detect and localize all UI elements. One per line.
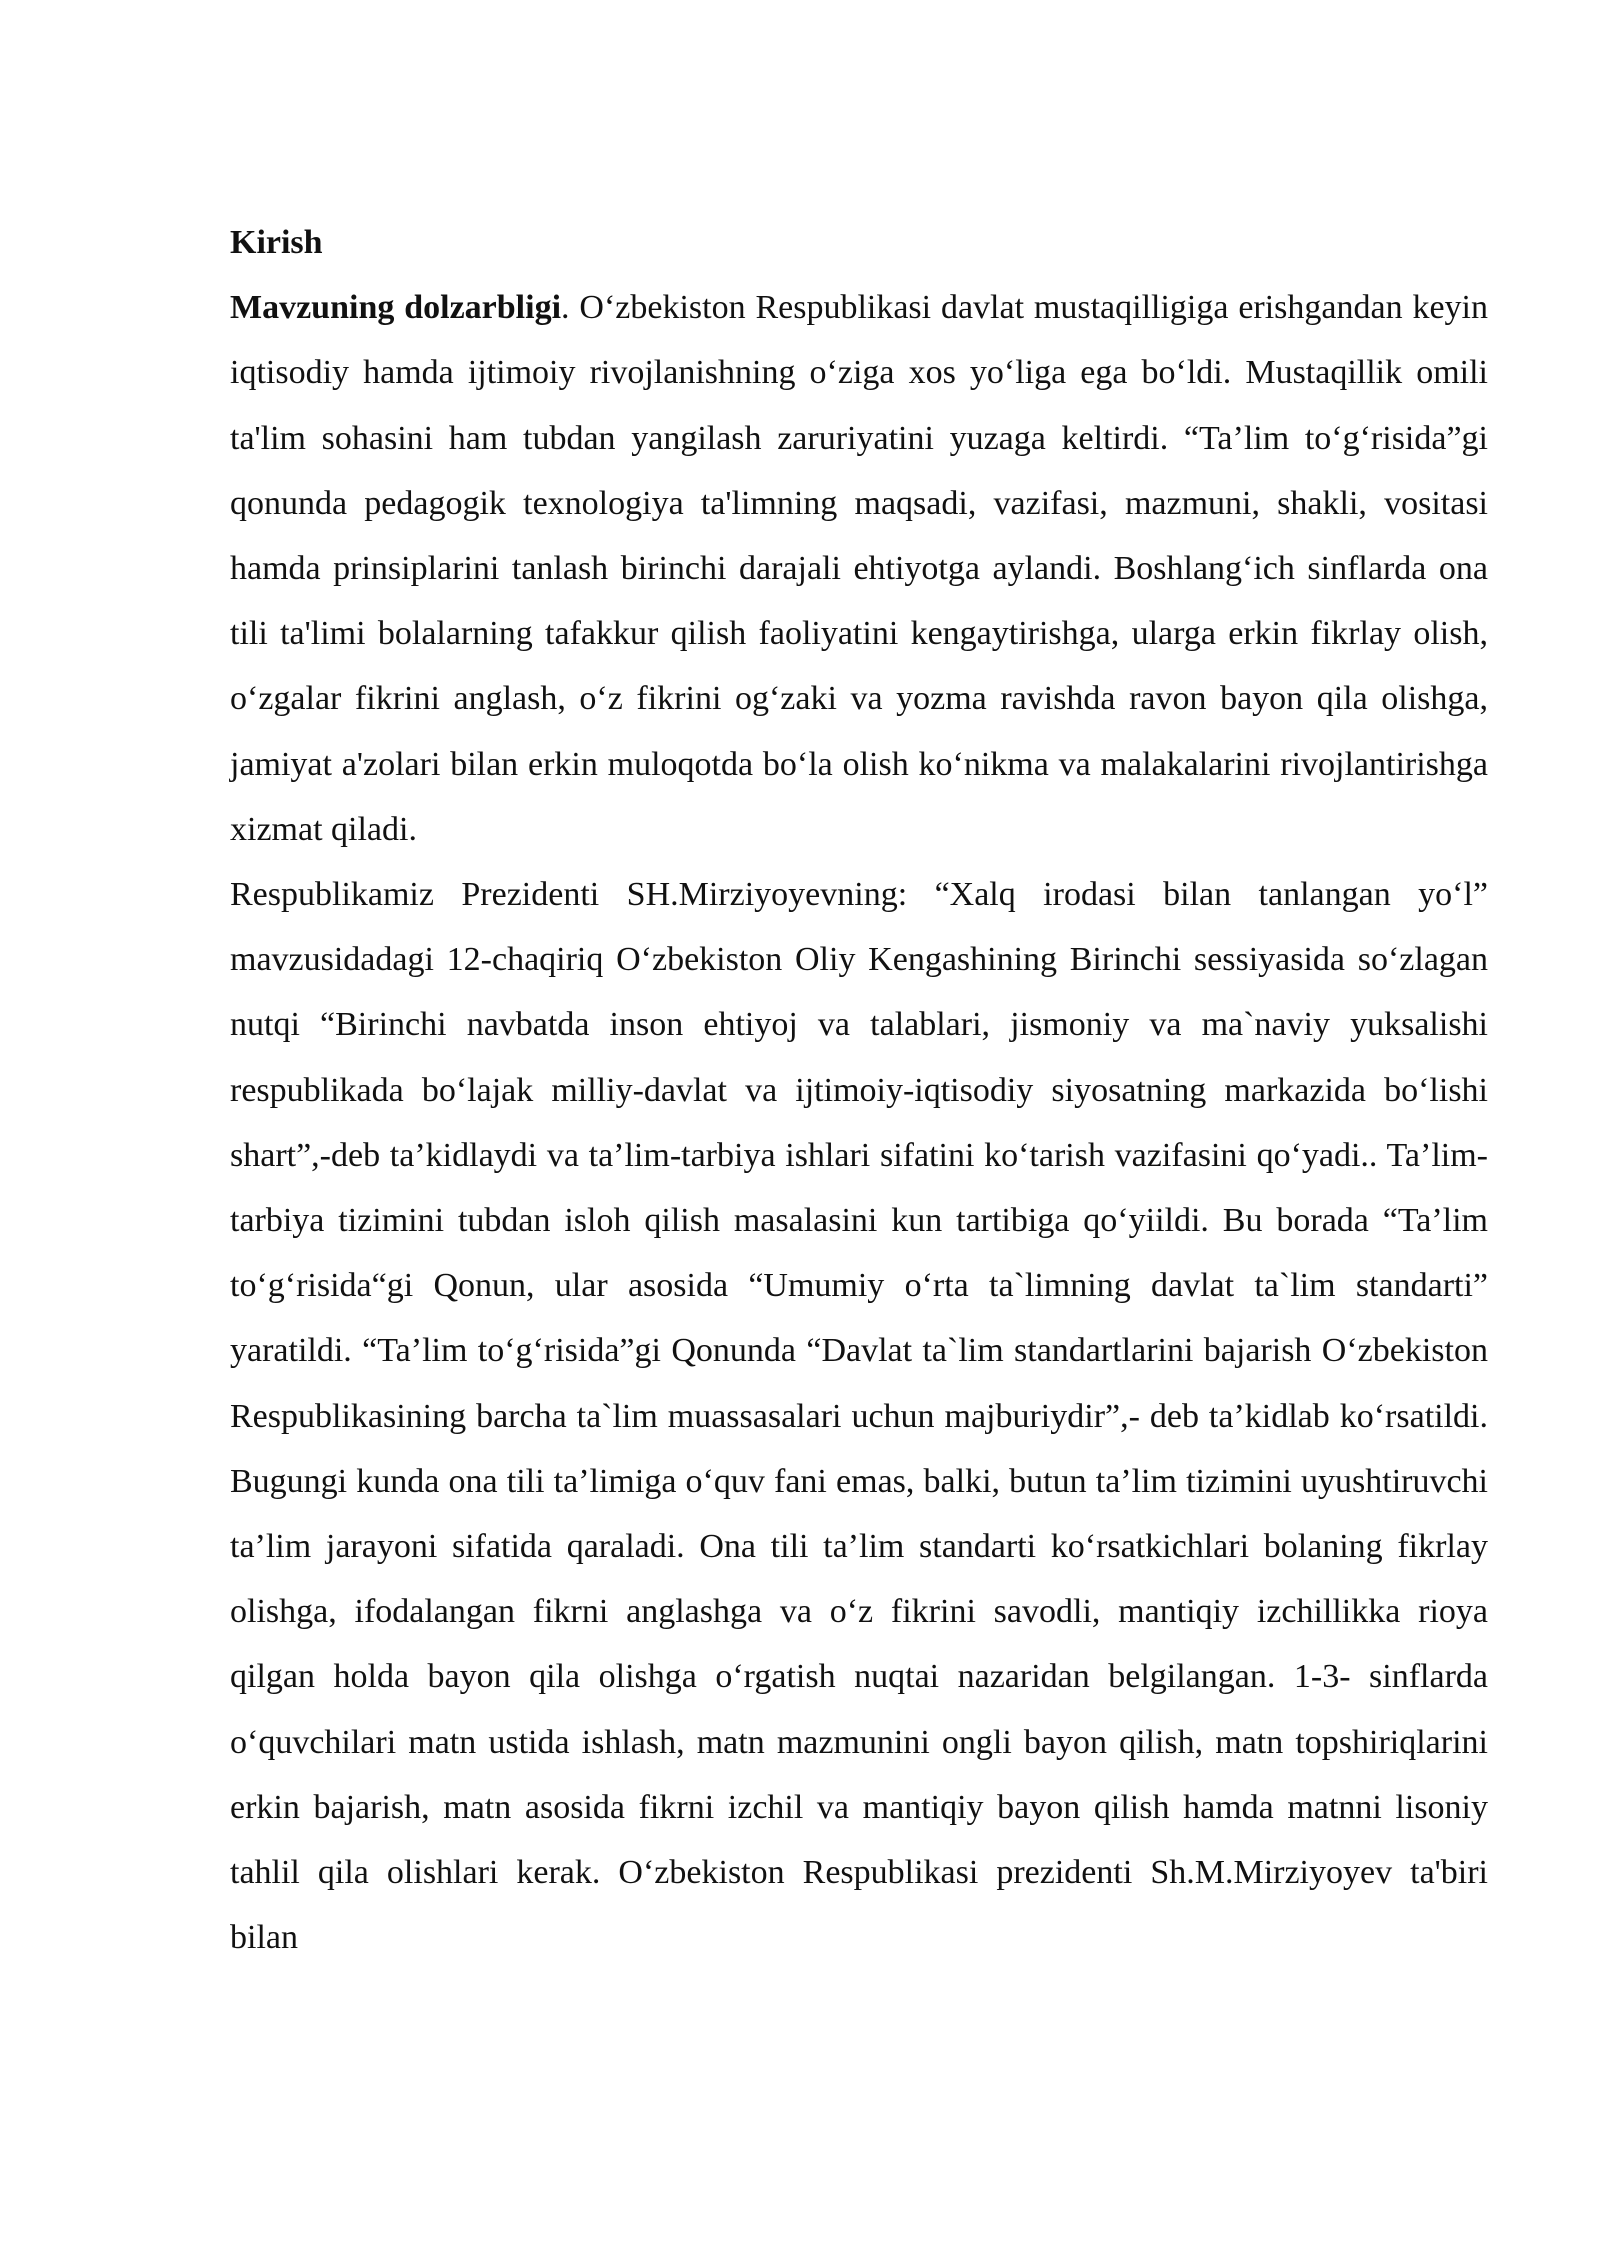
paragraph-relevance bbox=[230, 275, 1488, 862]
paragraph-president: Respublikamiz Prezidenti SH.Mirziyoyevning: “Xalq irodasi bilan tanlangan yo‘l” mavzusidadagi 12-chaqiriq O‘zbekiston Oliy Kengashining Birinchi sessiyasida so‘zlagan nutqi “Birinchi navbatda inson ehtiyoj va talablari, jismoniy va ma`naviy yuksalishi respublikada bo‘lajak milliy-davlat va ijtimoiy-iqtisodiy siyosatning markazida bo‘lishi shart”,-deb ta’kidlaydi va ta’lim-tarbiya ishlari sifatini ko‘tarish vazifasini qo‘yadi.. Ta’lim-tarbiya tizimini tubdan isloh qilish masalasini kun tartibiga qo‘yiildi. Bu borada “Ta’lim to‘g‘risida“gi Qonun, ular asosida “Umumiy o‘rta ta`limning davlat ta`lim standarti” yaratildi. “Ta’lim to‘g‘risida”gi Qonunda “Davlat ta`lim standartlarini bajarish O‘zbekiston Respublikasining barcha ta`lim muassasalari uchun majburiydir”,- deb ta’kidlab ko‘rsatildi. Bugungi kunda ona tili ta’limiga o‘quv fani emas, balki, butun ta’lim tizimini uyushtiruvchi ta’lim jarayoni sifatida qaraladi. Ona tili ta’lim standarti ko‘rsatkichlari bolaning fikrlay olishga, ifodalangan fikrni anglashga va o‘z fikrini savodli, mantiqiy izchillikka rioya qilgan holda bayon qila olishga o‘rgatish nuqtai nazaridan belgilangan. 1-3- sinflarda o‘quvchilari matn ustida ishlash, matn mazmunini ongli bayon qilish, matn topshiriqlarini erkin bajarish, matn asosida fikrni izchil va mantiqiy bayon qilish hamda matnni lisoniy tahlil qila olishlari kerak. O‘zbekiston Respublikasi prezidenti Sh.M.Mirziyoyev ta'biri bilan bbox=[230, 876, 1488, 1957]
section-heading: Kirish bbox=[230, 224, 323, 261]
paragraph-lead: Mavzuning dolzarbligi bbox=[230, 289, 562, 327]
document-page bbox=[230, 210, 1488, 1970]
paragraph-body: . O‘zbekiston Respublikasi davlat mustaqilligiga erishgandan keyin iqtisodiy hamda ijtimoiy rivojlanishning o‘ziga xos yo‘liga ega bo‘ldi. Mustaqillik omili ta'lim sohasini ham tubdan yangilash zaruriyatini yuzaga keltirdi. “Ta’lim to‘g‘risida”gi qonunda pedagogik texnologiya ta'limning maqsadi, vazifasi, mazmuni, shakli, vositasi hamda prinsiplarini tanlash birinchi darajali ehtiyotga aylandi. Boshlang‘ich sinflarda ona tili ta'limi bolalarning tafakkur qilish faoliyatini kengaytirishga, ularga erkin fikrlay olish, o‘zgalar fikrini anglash, o‘z fikrini og‘zaki va yozma ravishda ravon bayon qila olishga, jamiyat a'zolari bilan erkin muloqotda bo‘la olish ko‘nikma va malakalarini rivojlantirishga xizmat qiladi. bbox=[230, 289, 1489, 848]
